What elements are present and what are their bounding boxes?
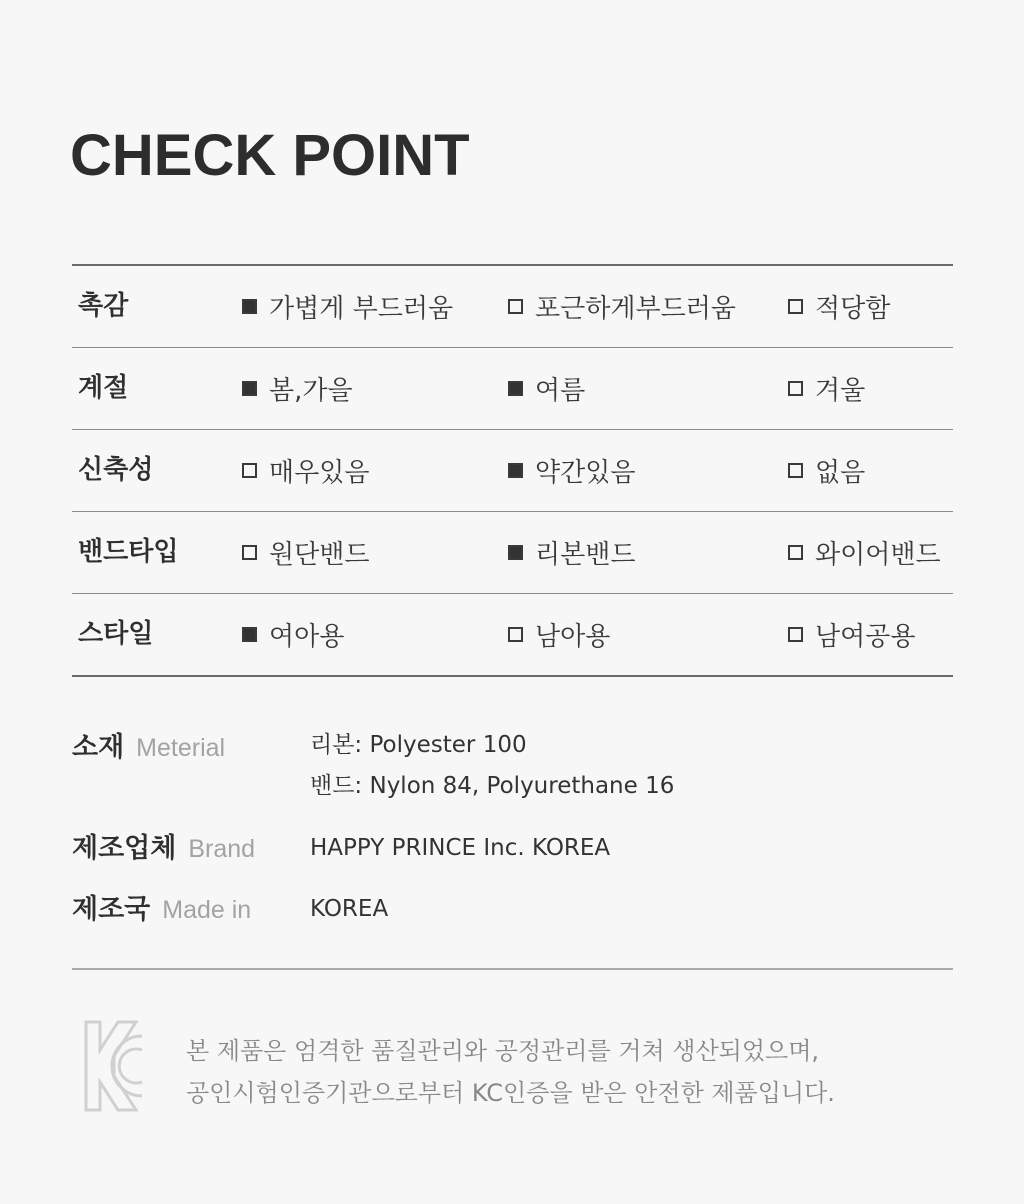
table-row-band-type — [72, 512, 953, 594]
spec-label-en: Made in — [162, 896, 252, 924]
option-label: 없음 — [815, 458, 866, 488]
option — [242, 430, 369, 511]
option — [508, 266, 736, 347]
spec-label: 제조국 — [72, 894, 151, 925]
spec-brand — [72, 826, 255, 865]
checkbox — [242, 299, 257, 314]
option — [788, 512, 941, 593]
checkbox — [508, 299, 523, 314]
option-label: 약간있음 — [535, 458, 636, 488]
spec-material — [72, 725, 225, 764]
option-label: 리본밴드 — [535, 540, 636, 570]
checkbox — [788, 545, 803, 560]
option — [788, 348, 865, 429]
option-label: 여름 — [535, 376, 586, 406]
spec-label: 제조업체 — [72, 833, 177, 864]
option — [242, 594, 344, 675]
row-label: 스타일 — [78, 619, 154, 649]
kc-certification-icon — [84, 1020, 146, 1112]
option-label: 포근하게부드러움 — [535, 294, 736, 324]
option-label: 와이어밴드 — [815, 540, 941, 570]
spec-label-en: Meterial — [136, 734, 226, 762]
option-label: 여아용 — [269, 622, 345, 652]
option-label: 원단밴드 — [269, 540, 370, 570]
option — [788, 594, 915, 675]
table-row-season — [72, 348, 953, 430]
check-point-table — [72, 264, 953, 677]
spec-value: HAPPY PRINCE Inc. KOREA — [310, 835, 611, 861]
option — [242, 512, 369, 593]
kc-notice-line: 공인시험인증기관으로부터 KC인증을 받은 안전한 제품입니다. — [186, 1079, 835, 1107]
spec-value: 리본: Polyester 100 — [310, 732, 527, 758]
checkbox — [508, 381, 523, 396]
option-label: 적당함 — [815, 294, 891, 324]
checkbox — [788, 463, 803, 478]
kc-notice — [186, 1030, 835, 1114]
option-label: 매우있음 — [269, 458, 370, 488]
checkbox — [788, 299, 803, 314]
checkbox — [508, 545, 523, 560]
checkbox — [508, 627, 523, 642]
option-label: 봄,가을 — [269, 376, 353, 406]
row-label: 밴드타입 — [78, 537, 179, 567]
kc-notice-line: 본 제품은 엄격한 품질관리와 공정관리를 거쳐 생산되었으며, — [186, 1037, 820, 1065]
divider — [72, 968, 953, 970]
option — [508, 594, 610, 675]
checkbox — [242, 463, 257, 478]
option-label: 남아용 — [535, 622, 611, 652]
spec-value: KOREA — [310, 896, 389, 922]
checkbox — [242, 381, 257, 396]
page-title: CHECK POINT — [70, 123, 470, 188]
checkbox — [508, 463, 523, 478]
option — [788, 266, 890, 347]
row-label: 신축성 — [78, 455, 154, 485]
option — [508, 348, 585, 429]
table-row-touch — [72, 266, 953, 348]
option — [242, 266, 453, 347]
checkbox — [788, 381, 803, 396]
row-label: 계절 — [78, 373, 129, 403]
checkbox — [242, 627, 257, 642]
table-row-style — [72, 594, 953, 677]
checkbox — [242, 545, 257, 560]
checkbox — [788, 627, 803, 642]
option-label: 겨울 — [815, 376, 866, 406]
option — [508, 512, 635, 593]
table-row-stretch — [72, 430, 953, 512]
spec-label: 소재 — [72, 732, 125, 763]
option — [788, 430, 865, 511]
spec-value: 밴드: Nylon 84, Polyurethane 16 — [310, 773, 675, 799]
option-label: 가볍게 부드러움 — [269, 294, 454, 324]
row-label: 촉감 — [78, 291, 129, 321]
spec-origin — [72, 887, 251, 926]
spec-label-en: Brand — [188, 835, 256, 863]
option — [242, 348, 353, 429]
option — [508, 430, 635, 511]
option-label: 남여공용 — [815, 622, 916, 652]
